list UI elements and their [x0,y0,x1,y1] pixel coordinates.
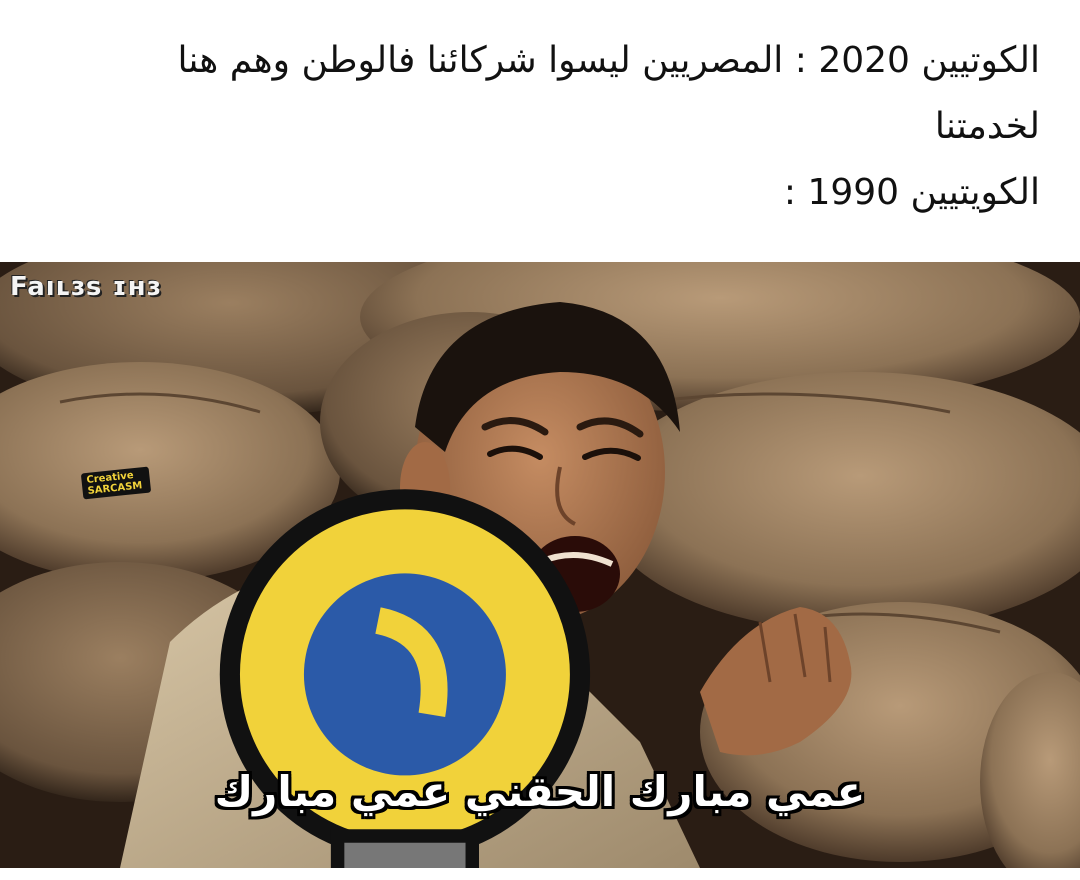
logo-text: Creative SARCASM [81,467,151,500]
meme-caption [40,28,1040,226]
movie-subtitle: عمي مبارك الحقني عمي مبارك [214,767,866,816]
caption-line-3: الكويتيين 1990 : [783,172,1040,213]
caption-line-2: لخدمتنا [934,106,1040,147]
meme-photo [0,262,1080,868]
caption-line-1: الكوتيين 2020 : المصريين ليسوا شركائنا فالوطن وهم هنا [177,40,1040,81]
watermark-top: Fa⁠ıʟɜs ɪʜɜ [10,272,162,302]
